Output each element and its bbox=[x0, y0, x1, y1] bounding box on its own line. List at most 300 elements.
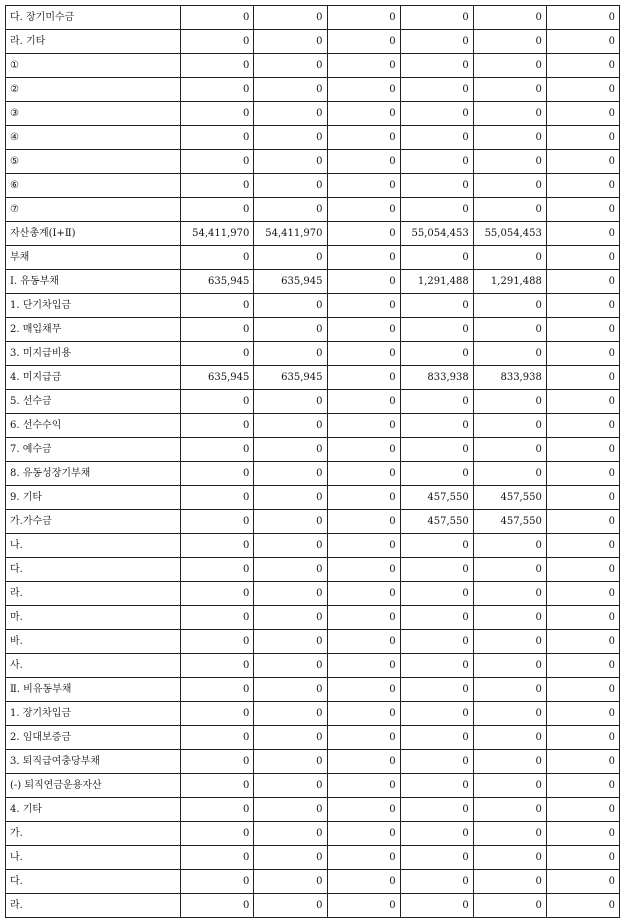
table-row bbox=[6, 270, 620, 294]
amount-cell: 0 bbox=[181, 246, 254, 270]
row-label: 다. 장기미수금 bbox=[6, 6, 181, 30]
amount-cell: 0 bbox=[327, 198, 400, 222]
amount-cell: 0 bbox=[473, 582, 546, 606]
amount-cell: 0 bbox=[327, 894, 400, 918]
amount-cell: 0 bbox=[181, 150, 254, 174]
row-label: 9. 기타 bbox=[6, 486, 181, 510]
amount-cell: 0 bbox=[546, 438, 619, 462]
amount-cell: 0 bbox=[473, 198, 546, 222]
row-label: 다. bbox=[6, 558, 181, 582]
amount-cell: 0 bbox=[327, 54, 400, 78]
amount-cell: 0 bbox=[546, 678, 619, 702]
amount-cell: 0 bbox=[546, 126, 619, 150]
amount-cell: 1,291,488 bbox=[400, 270, 473, 294]
amount-cell: 635,945 bbox=[181, 366, 254, 390]
amount-cell: 0 bbox=[327, 150, 400, 174]
table-row bbox=[6, 150, 620, 174]
amount-cell: 0 bbox=[473, 750, 546, 774]
amount-cell: 0 bbox=[181, 534, 254, 558]
amount-cell: 457,550 bbox=[473, 486, 546, 510]
amount-cell: 0 bbox=[254, 582, 327, 606]
amount-cell: 0 bbox=[327, 510, 400, 534]
amount-cell: 0 bbox=[181, 510, 254, 534]
amount-cell: 0 bbox=[181, 390, 254, 414]
balance-sheet-body bbox=[6, 6, 620, 918]
amount-cell: 54,411,970 bbox=[254, 222, 327, 246]
amount-cell: 0 bbox=[546, 606, 619, 630]
row-label: (-) 퇴직연금운용자산 bbox=[6, 774, 181, 798]
amount-cell: 0 bbox=[254, 534, 327, 558]
table-row bbox=[6, 630, 620, 654]
amount-cell: 0 bbox=[400, 30, 473, 54]
amount-cell: 0 bbox=[181, 558, 254, 582]
row-label: 1. 단기차입금 bbox=[6, 294, 181, 318]
amount-cell: 0 bbox=[181, 678, 254, 702]
amount-cell: 0 bbox=[181, 654, 254, 678]
table-row bbox=[6, 678, 620, 702]
amount-cell: 0 bbox=[181, 822, 254, 846]
amount-cell: 0 bbox=[546, 6, 619, 30]
amount-cell: 833,938 bbox=[400, 366, 473, 390]
table-row bbox=[6, 822, 620, 846]
amount-cell: 0 bbox=[254, 318, 327, 342]
amount-cell: 0 bbox=[546, 582, 619, 606]
amount-cell: 0 bbox=[327, 486, 400, 510]
amount-cell: 55,054,453 bbox=[473, 222, 546, 246]
table-row bbox=[6, 318, 620, 342]
amount-cell: 0 bbox=[400, 54, 473, 78]
amount-cell: 0 bbox=[400, 558, 473, 582]
amount-cell: 0 bbox=[181, 774, 254, 798]
amount-cell: 0 bbox=[327, 846, 400, 870]
amount-cell: 0 bbox=[181, 702, 254, 726]
amount-cell: 0 bbox=[327, 726, 400, 750]
row-label: 바. bbox=[6, 630, 181, 654]
amount-cell: 0 bbox=[181, 126, 254, 150]
amount-cell: 0 bbox=[546, 870, 619, 894]
amount-cell: 0 bbox=[254, 174, 327, 198]
table-row bbox=[6, 414, 620, 438]
row-label: 라. bbox=[6, 894, 181, 918]
amount-cell: 0 bbox=[181, 438, 254, 462]
amount-cell: 0 bbox=[327, 582, 400, 606]
amount-cell: 0 bbox=[400, 606, 473, 630]
amount-cell: 0 bbox=[546, 30, 619, 54]
amount-cell: 0 bbox=[327, 222, 400, 246]
amount-cell: 0 bbox=[400, 198, 473, 222]
amount-cell: 0 bbox=[254, 486, 327, 510]
amount-cell: 0 bbox=[400, 774, 473, 798]
amount-cell: 0 bbox=[327, 798, 400, 822]
amount-cell: 0 bbox=[181, 294, 254, 318]
row-label: 라. bbox=[6, 582, 181, 606]
amount-cell: 635,945 bbox=[254, 366, 327, 390]
amount-cell: 0 bbox=[181, 486, 254, 510]
amount-cell: 0 bbox=[473, 342, 546, 366]
amount-cell: 0 bbox=[400, 462, 473, 486]
amount-cell: 0 bbox=[400, 246, 473, 270]
amount-cell: 0 bbox=[473, 726, 546, 750]
table-row bbox=[6, 894, 620, 918]
row-label: 나. bbox=[6, 534, 181, 558]
amount-cell: 0 bbox=[400, 654, 473, 678]
amount-cell: 0 bbox=[400, 102, 473, 126]
amount-cell: 0 bbox=[181, 726, 254, 750]
amount-cell: 0 bbox=[473, 678, 546, 702]
amount-cell: 0 bbox=[473, 246, 546, 270]
amount-cell: 0 bbox=[546, 270, 619, 294]
amount-cell: 0 bbox=[254, 294, 327, 318]
amount-cell: 635,945 bbox=[254, 270, 327, 294]
amount-cell: 0 bbox=[400, 702, 473, 726]
amount-cell: 0 bbox=[254, 198, 327, 222]
amount-cell: 0 bbox=[400, 174, 473, 198]
amount-cell: 457,550 bbox=[400, 486, 473, 510]
amount-cell: 0 bbox=[254, 414, 327, 438]
amount-cell: 0 bbox=[473, 558, 546, 582]
amount-cell: 0 bbox=[546, 102, 619, 126]
amount-cell: 0 bbox=[327, 678, 400, 702]
row-label: 부채 bbox=[6, 246, 181, 270]
amount-cell: 0 bbox=[400, 630, 473, 654]
balance-sheet-table bbox=[5, 5, 620, 918]
amount-cell: 0 bbox=[546, 342, 619, 366]
amount-cell: 0 bbox=[254, 894, 327, 918]
amount-cell: 0 bbox=[546, 750, 619, 774]
amount-cell: 0 bbox=[254, 342, 327, 366]
amount-cell: 0 bbox=[546, 54, 619, 78]
amount-cell: 0 bbox=[181, 750, 254, 774]
amount-cell: 0 bbox=[327, 702, 400, 726]
amount-cell: 0 bbox=[254, 6, 327, 30]
amount-cell: 0 bbox=[327, 750, 400, 774]
amount-cell: 0 bbox=[181, 102, 254, 126]
row-label: 마. bbox=[6, 606, 181, 630]
row-label: 2. 매입채무 bbox=[6, 318, 181, 342]
amount-cell: 0 bbox=[473, 102, 546, 126]
amount-cell: 0 bbox=[327, 6, 400, 30]
amount-cell: 0 bbox=[327, 630, 400, 654]
amount-cell: 0 bbox=[327, 294, 400, 318]
amount-cell: 0 bbox=[473, 606, 546, 630]
amount-cell: 0 bbox=[473, 894, 546, 918]
amount-cell: 0 bbox=[327, 462, 400, 486]
amount-cell: 0 bbox=[473, 150, 546, 174]
amount-cell: 0 bbox=[181, 870, 254, 894]
amount-cell: 0 bbox=[473, 78, 546, 102]
amount-cell: 0 bbox=[181, 846, 254, 870]
amount-cell: 0 bbox=[546, 894, 619, 918]
row-label: 7. 예수금 bbox=[6, 438, 181, 462]
amount-cell: 0 bbox=[254, 54, 327, 78]
amount-cell: 0 bbox=[327, 654, 400, 678]
amount-cell: 0 bbox=[327, 174, 400, 198]
table-row bbox=[6, 654, 620, 678]
amount-cell: 0 bbox=[546, 510, 619, 534]
row-label: 1. 장기차입금 bbox=[6, 702, 181, 726]
amount-cell: 0 bbox=[400, 534, 473, 558]
row-label: 자산총계(Ⅰ+Ⅱ) bbox=[6, 222, 181, 246]
amount-cell: 0 bbox=[546, 486, 619, 510]
amount-cell: 0 bbox=[254, 558, 327, 582]
amount-cell: 0 bbox=[473, 6, 546, 30]
row-label: Ⅱ. 비유동부채 bbox=[6, 678, 181, 702]
amount-cell: 0 bbox=[254, 726, 327, 750]
amount-cell: 0 bbox=[327, 126, 400, 150]
amount-cell: 0 bbox=[473, 462, 546, 486]
row-label: 라. 기타 bbox=[6, 30, 181, 54]
amount-cell: 0 bbox=[400, 126, 473, 150]
amount-cell: 0 bbox=[327, 246, 400, 270]
amount-cell: 0 bbox=[254, 78, 327, 102]
amount-cell: 0 bbox=[473, 126, 546, 150]
amount-cell: 0 bbox=[181, 318, 254, 342]
amount-cell: 0 bbox=[327, 606, 400, 630]
amount-cell: 0 bbox=[546, 366, 619, 390]
amount-cell: 0 bbox=[546, 798, 619, 822]
amount-cell: 0 bbox=[473, 702, 546, 726]
amount-cell: 0 bbox=[546, 318, 619, 342]
amount-cell: 0 bbox=[400, 414, 473, 438]
amount-cell: 0 bbox=[181, 630, 254, 654]
amount-cell: 0 bbox=[546, 174, 619, 198]
row-label: ⑦ bbox=[6, 198, 181, 222]
amount-cell: 0 bbox=[400, 438, 473, 462]
amount-cell: 0 bbox=[473, 294, 546, 318]
row-label: 6. 선수수익 bbox=[6, 414, 181, 438]
amount-cell: 0 bbox=[546, 294, 619, 318]
amount-cell: 0 bbox=[473, 822, 546, 846]
amount-cell: 0 bbox=[546, 846, 619, 870]
row-label: 4. 미지급금 bbox=[6, 366, 181, 390]
amount-cell: 0 bbox=[400, 342, 473, 366]
amount-cell: 0 bbox=[254, 750, 327, 774]
amount-cell: 0 bbox=[400, 678, 473, 702]
amount-cell: 0 bbox=[546, 630, 619, 654]
amount-cell: 0 bbox=[254, 510, 327, 534]
table-row bbox=[6, 486, 620, 510]
amount-cell: 54,411,970 bbox=[181, 222, 254, 246]
table-row bbox=[6, 870, 620, 894]
amount-cell: 457,550 bbox=[400, 510, 473, 534]
amount-cell: 0 bbox=[181, 414, 254, 438]
amount-cell: 0 bbox=[473, 798, 546, 822]
amount-cell: 0 bbox=[254, 438, 327, 462]
row-label: 가.가수금 bbox=[6, 510, 181, 534]
row-label: 사. bbox=[6, 654, 181, 678]
amount-cell: 0 bbox=[254, 798, 327, 822]
amount-cell: 0 bbox=[254, 126, 327, 150]
amount-cell: 0 bbox=[473, 54, 546, 78]
amount-cell: 0 bbox=[473, 846, 546, 870]
table-row bbox=[6, 102, 620, 126]
amount-cell: 0 bbox=[400, 78, 473, 102]
table-row bbox=[6, 30, 620, 54]
table-row bbox=[6, 582, 620, 606]
amount-cell: 0 bbox=[254, 150, 327, 174]
amount-cell: 0 bbox=[546, 726, 619, 750]
amount-cell: 0 bbox=[254, 678, 327, 702]
amount-cell: 0 bbox=[327, 390, 400, 414]
amount-cell: 0 bbox=[400, 798, 473, 822]
amount-cell: 0 bbox=[400, 318, 473, 342]
amount-cell: 0 bbox=[546, 390, 619, 414]
table-row bbox=[6, 702, 620, 726]
amount-cell: 0 bbox=[400, 870, 473, 894]
amount-cell: 0 bbox=[400, 150, 473, 174]
amount-cell: 0 bbox=[181, 54, 254, 78]
amount-cell: 0 bbox=[546, 822, 619, 846]
row-label: ① bbox=[6, 54, 181, 78]
amount-cell: 0 bbox=[473, 318, 546, 342]
amount-cell: 0 bbox=[546, 150, 619, 174]
amount-cell: 0 bbox=[181, 198, 254, 222]
amount-cell: 0 bbox=[181, 582, 254, 606]
amount-cell: 0 bbox=[327, 78, 400, 102]
amount-cell: 635,945 bbox=[181, 270, 254, 294]
table-row bbox=[6, 78, 620, 102]
amount-cell: 0 bbox=[546, 198, 619, 222]
amount-cell: 0 bbox=[546, 246, 619, 270]
amount-cell: 0 bbox=[181, 798, 254, 822]
table-row bbox=[6, 342, 620, 366]
amount-cell: 0 bbox=[400, 750, 473, 774]
table-row bbox=[6, 54, 620, 78]
amount-cell: 0 bbox=[181, 6, 254, 30]
table-row bbox=[6, 174, 620, 198]
table-row bbox=[6, 366, 620, 390]
row-label: 8. 유동성장기부채 bbox=[6, 462, 181, 486]
table-row bbox=[6, 246, 620, 270]
amount-cell: 0 bbox=[400, 582, 473, 606]
amount-cell: 0 bbox=[400, 6, 473, 30]
amount-cell: 0 bbox=[327, 774, 400, 798]
table-row bbox=[6, 222, 620, 246]
row-label: 2. 임대보증금 bbox=[6, 726, 181, 750]
amount-cell: 0 bbox=[546, 558, 619, 582]
amount-cell: 0 bbox=[473, 870, 546, 894]
amount-cell: 0 bbox=[546, 534, 619, 558]
amount-cell: 0 bbox=[546, 78, 619, 102]
row-label: 3. 미지급비용 bbox=[6, 342, 181, 366]
amount-cell: 0 bbox=[181, 462, 254, 486]
amount-cell: 0 bbox=[400, 846, 473, 870]
table-row bbox=[6, 846, 620, 870]
amount-cell: 0 bbox=[327, 102, 400, 126]
amount-cell: 0 bbox=[181, 78, 254, 102]
amount-cell: 0 bbox=[327, 534, 400, 558]
amount-cell: 0 bbox=[473, 30, 546, 54]
amount-cell: 0 bbox=[254, 390, 327, 414]
table-row bbox=[6, 750, 620, 774]
amount-cell: 0 bbox=[254, 606, 327, 630]
row-label: ④ bbox=[6, 126, 181, 150]
row-label: 가. bbox=[6, 822, 181, 846]
table-row bbox=[6, 558, 620, 582]
amount-cell: 0 bbox=[400, 294, 473, 318]
amount-cell: 0 bbox=[327, 822, 400, 846]
row-label: 4. 기타 bbox=[6, 798, 181, 822]
amount-cell: 0 bbox=[254, 30, 327, 54]
amount-cell: 0 bbox=[327, 270, 400, 294]
amount-cell: 0 bbox=[546, 414, 619, 438]
amount-cell: 0 bbox=[254, 846, 327, 870]
amount-cell: 457,550 bbox=[473, 510, 546, 534]
amount-cell: 0 bbox=[473, 438, 546, 462]
row-label: 다. bbox=[6, 870, 181, 894]
amount-cell: 0 bbox=[327, 342, 400, 366]
amount-cell: 0 bbox=[254, 702, 327, 726]
amount-cell: 0 bbox=[400, 894, 473, 918]
amount-cell: 0 bbox=[546, 462, 619, 486]
table-row bbox=[6, 126, 620, 150]
amount-cell: 0 bbox=[400, 390, 473, 414]
amount-cell: 0 bbox=[327, 438, 400, 462]
amount-cell: 0 bbox=[473, 174, 546, 198]
table-row bbox=[6, 534, 620, 558]
table-row bbox=[6, 774, 620, 798]
table-row bbox=[6, 6, 620, 30]
row-label: ⑥ bbox=[6, 174, 181, 198]
amount-cell: 0 bbox=[546, 774, 619, 798]
amount-cell: 1,291,488 bbox=[473, 270, 546, 294]
amount-cell: 55,054,453 bbox=[400, 222, 473, 246]
amount-cell: 0 bbox=[254, 630, 327, 654]
amount-cell: 0 bbox=[254, 822, 327, 846]
row-label: Ⅰ. 유동부채 bbox=[6, 270, 181, 294]
table-row bbox=[6, 510, 620, 534]
amount-cell: 0 bbox=[327, 870, 400, 894]
amount-cell: 0 bbox=[327, 30, 400, 54]
table-row bbox=[6, 606, 620, 630]
row-label: ③ bbox=[6, 102, 181, 126]
table-row bbox=[6, 294, 620, 318]
amount-cell: 0 bbox=[473, 654, 546, 678]
amount-cell: 0 bbox=[546, 222, 619, 246]
amount-cell: 0 bbox=[546, 654, 619, 678]
amount-cell: 833,938 bbox=[473, 366, 546, 390]
amount-cell: 0 bbox=[181, 894, 254, 918]
table-row bbox=[6, 798, 620, 822]
amount-cell: 0 bbox=[254, 102, 327, 126]
amount-cell: 0 bbox=[327, 366, 400, 390]
amount-cell: 0 bbox=[181, 342, 254, 366]
table-row bbox=[6, 390, 620, 414]
amount-cell: 0 bbox=[400, 822, 473, 846]
table-row bbox=[6, 726, 620, 750]
amount-cell: 0 bbox=[327, 318, 400, 342]
table-row bbox=[6, 198, 620, 222]
amount-cell: 0 bbox=[254, 462, 327, 486]
amount-cell: 0 bbox=[473, 630, 546, 654]
amount-cell: 0 bbox=[473, 774, 546, 798]
row-label: ② bbox=[6, 78, 181, 102]
table-row bbox=[6, 462, 620, 486]
row-label: ⑤ bbox=[6, 150, 181, 174]
row-label: 5. 선수금 bbox=[6, 390, 181, 414]
amount-cell: 0 bbox=[254, 870, 327, 894]
row-label: 나. bbox=[6, 846, 181, 870]
amount-cell: 0 bbox=[254, 774, 327, 798]
amount-cell: 0 bbox=[473, 414, 546, 438]
amount-cell: 0 bbox=[181, 174, 254, 198]
amount-cell: 0 bbox=[181, 606, 254, 630]
amount-cell: 0 bbox=[327, 414, 400, 438]
row-label: 3. 퇴직급여충당부채 bbox=[6, 750, 181, 774]
amount-cell: 0 bbox=[254, 654, 327, 678]
amount-cell: 0 bbox=[181, 30, 254, 54]
amount-cell: 0 bbox=[473, 534, 546, 558]
